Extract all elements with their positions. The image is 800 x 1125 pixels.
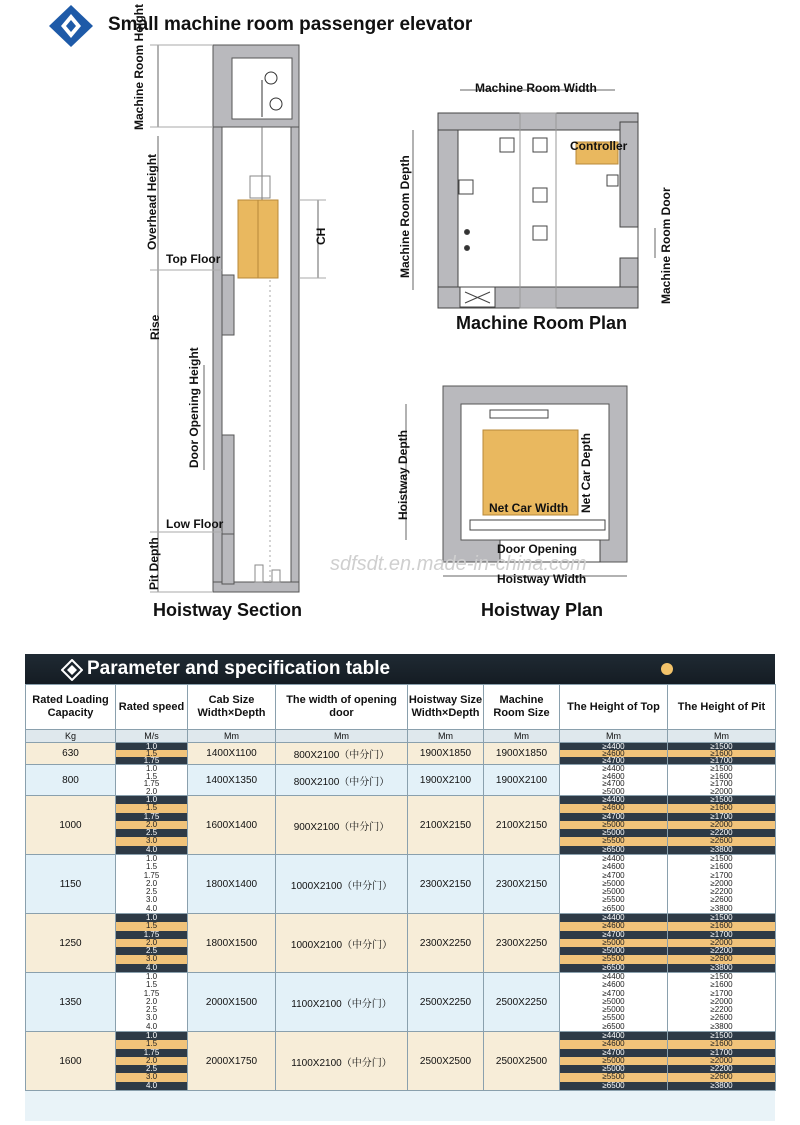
capacity-cell: 1000 xyxy=(26,796,116,855)
height-pit-cell-value: ≥2200 xyxy=(668,888,775,896)
machine-room-size-cell: 2300X2150 xyxy=(484,855,560,914)
speed-cell-value: 2.5 xyxy=(116,1006,187,1014)
capacity-cell: 800 xyxy=(26,765,116,796)
door-width-cell: 900X2100（中分门） xyxy=(276,796,408,855)
low-floor-label: Low Floor xyxy=(166,517,224,531)
spec-table-title-bar xyxy=(25,654,775,686)
height-top-cell xyxy=(560,973,668,1032)
hoistway-size-cell: 2300X2150 xyxy=(408,855,484,914)
height-pit-cell-value: ≥2600 xyxy=(668,955,775,963)
hoistway-section-drawing xyxy=(150,45,326,592)
height-top-cell-value: ≥4400 xyxy=(560,765,667,773)
height-top-cell-value: ≥5500 xyxy=(560,896,667,904)
height-top-cell-value: ≥4600 xyxy=(560,981,667,989)
height-top-cell-value: ≥5000 xyxy=(560,888,667,896)
height-pit-cell-value: ≥1700 xyxy=(668,872,775,880)
machine-room-size-cell: 2500X2250 xyxy=(484,973,560,1032)
height-pit-cell-value: ≥1700 xyxy=(668,813,775,821)
speed-cell-value: 2.0 xyxy=(116,788,187,796)
header-machine-room-size: Machine Room Size xyxy=(484,685,560,730)
height-top-cell-value: ≥4400 xyxy=(560,1032,667,1040)
hoistway-section-caption: Hoistway Section xyxy=(153,600,303,620)
cab-size-cell: 1400X1350 xyxy=(188,765,276,796)
table-row xyxy=(26,914,776,973)
height-top-cell-value: ≥4600 xyxy=(560,773,667,781)
spec-table-title: Parameter and specification table xyxy=(87,658,391,679)
height-top-cell xyxy=(560,855,668,914)
height-pit-cell-value: ≥1700 xyxy=(668,931,775,939)
speed-cell-value: 4.0 xyxy=(116,905,187,913)
watermark: sdfsdt.en.made-in-china.com xyxy=(330,553,587,575)
speed-cell-value: 1.75 xyxy=(116,990,187,998)
unit-cell: Kg xyxy=(26,730,116,743)
height-pit-cell-value: ≥1500 xyxy=(668,765,775,773)
cab-size-cell: 1800X1500 xyxy=(188,914,276,973)
height-top-cell-value: ≥4700 xyxy=(560,872,667,880)
header-cab-size: Cab Size Width×Depth xyxy=(188,685,276,730)
height-pit-cell-value: ≥1600 xyxy=(668,922,775,930)
height-top-cell-value: ≥4700 xyxy=(560,1049,667,1057)
rise-label: Rise xyxy=(148,314,162,340)
speed-cell-value: 1.5 xyxy=(116,922,187,930)
height-top-cell-value: ≥6500 xyxy=(560,1082,667,1090)
machine-room-size-cell: 2500X2500 xyxy=(484,1032,560,1091)
unit-cell: Mm xyxy=(560,730,668,743)
door-width-cell: 1000X2100（中分门） xyxy=(276,914,408,973)
table-row xyxy=(26,973,776,1032)
height-top-cell-value: ≥4700 xyxy=(560,813,667,821)
speed-cell-value: 1.75 xyxy=(116,931,187,939)
height-top-cell-value: ≥4400 xyxy=(560,973,667,981)
height-top-cell-value: ≥5500 xyxy=(560,1014,667,1022)
spec-table xyxy=(25,684,776,1091)
controller-label: Controller xyxy=(570,139,628,153)
height-top-cell xyxy=(560,914,668,973)
speed-cell-value: 1.75 xyxy=(116,757,187,764)
unit-cell: Mm xyxy=(408,730,484,743)
height-top-cell-value: ≥5000 xyxy=(560,1065,667,1073)
hoistway-size-cell: 1900X1850 xyxy=(408,743,484,765)
speed-cell-value: 1.75 xyxy=(116,872,187,880)
speed-cell-value: 2.5 xyxy=(116,829,187,837)
hoistway-width-label: Hoistway Width xyxy=(497,572,587,586)
capacity-cell: 1600 xyxy=(26,1032,116,1091)
machine-room-size-cell: 1900X2100 xyxy=(484,765,560,796)
height-pit-cell-value: ≥2200 xyxy=(668,947,775,955)
hoistway-size-cell: 2100X2150 xyxy=(408,796,484,855)
speed-cell-value: 1.0 xyxy=(116,973,187,981)
machine-room-plan-caption: Machine Room Plan xyxy=(456,313,628,333)
height-pit-cell-value: ≥2600 xyxy=(668,896,775,904)
ch-label: CH xyxy=(314,227,328,245)
height-pit-cell-value: ≥2200 xyxy=(668,1065,775,1073)
height-pit-cell-value: ≥2000 xyxy=(668,998,775,1006)
speed-cell xyxy=(116,796,188,855)
header-door-width: The width of opening door xyxy=(276,685,408,730)
table-row xyxy=(26,1032,776,1091)
machine-room-width-label: Machine Room Width xyxy=(475,81,597,95)
speed-cell-value: 2.0 xyxy=(116,939,187,947)
height-top-cell-value: ≥4600 xyxy=(560,750,667,757)
height-pit-cell-value: ≥1700 xyxy=(668,1049,775,1057)
speed-cell-value: 1.75 xyxy=(116,1049,187,1057)
speed-cell-value: 2.0 xyxy=(116,998,187,1006)
height-pit-cell-value: ≥1500 xyxy=(668,1032,775,1040)
table-row xyxy=(26,743,776,765)
speed-cell-value: 2.5 xyxy=(116,888,187,896)
height-pit-cell-value: ≥2000 xyxy=(668,939,775,947)
cab-size-cell: 2000X1500 xyxy=(188,973,276,1032)
height-pit-cell-value: ≥1700 xyxy=(668,990,775,998)
height-pit-cell xyxy=(668,796,776,855)
header-hoistway-size: Hoistway Size Width×Depth xyxy=(408,685,484,730)
speed-cell-value: 1.0 xyxy=(116,855,187,863)
cab-size-cell: 1400X1100 xyxy=(188,743,276,765)
height-top-cell-value: ≥5000 xyxy=(560,829,667,837)
speed-cell-value: 1.75 xyxy=(116,780,187,788)
speed-cell-value: 1.0 xyxy=(116,914,187,922)
height-pit-cell-value: ≥1700 xyxy=(668,757,775,764)
cab-size-cell: 1800X1400 xyxy=(188,855,276,914)
speed-cell-value: 4.0 xyxy=(116,1023,187,1031)
height-top-cell-value: ≥4400 xyxy=(560,855,667,863)
height-pit-cell-value: ≥1500 xyxy=(668,914,775,922)
height-top-cell-value: ≥4400 xyxy=(560,796,667,804)
height-top-cell-value: ≥4400 xyxy=(560,743,667,750)
height-pit-cell-value: ≥3800 xyxy=(668,1023,775,1031)
unit-cell: Mm xyxy=(276,730,408,743)
speed-cell-value: 1.5 xyxy=(116,773,187,781)
door-width-cell: 800X2100（中分门） xyxy=(276,765,408,796)
height-top-cell-value: ≥4700 xyxy=(560,780,667,788)
speed-cell-value: 1.0 xyxy=(116,765,187,773)
speed-cell-value: 1.0 xyxy=(116,1032,187,1040)
speed-cell-value: 4.0 xyxy=(116,964,187,972)
cab-size-cell: 2000X1750 xyxy=(188,1032,276,1091)
height-pit-cell xyxy=(668,914,776,973)
height-pit-cell-value: ≥1500 xyxy=(668,973,775,981)
height-pit-cell-value: ≥1600 xyxy=(668,863,775,871)
height-top-cell-value: ≥5500 xyxy=(560,955,667,963)
speed-cell-value: 3.0 xyxy=(116,955,187,963)
speed-cell-value: 1.5 xyxy=(116,750,187,757)
machine-room-depth-label: Machine Room Depth xyxy=(398,155,412,278)
header-height-pit: The Height of Pit xyxy=(668,685,776,730)
height-top-cell-value: ≥5500 xyxy=(560,837,667,845)
table-row xyxy=(26,796,776,855)
hoistway-size-cell: 2300X2250 xyxy=(408,914,484,973)
height-pit-cell-value: ≥3800 xyxy=(668,905,775,913)
height-pit-cell-value: ≥1500 xyxy=(668,796,775,804)
height-top-cell-value: ≥5000 xyxy=(560,939,667,947)
header-height-top: The Height of Top xyxy=(560,685,668,730)
height-pit-cell-value: ≥2600 xyxy=(668,837,775,845)
unit-cell: Mm xyxy=(188,730,276,743)
height-pit-cell-value: ≥2600 xyxy=(668,1014,775,1022)
height-top-cell-value: ≥5000 xyxy=(560,788,667,796)
height-pit-cell-value: ≥3800 xyxy=(668,846,775,854)
hoistway-size-cell: 2500X2250 xyxy=(408,973,484,1032)
machine-room-plan-drawing xyxy=(413,90,655,308)
speed-cell xyxy=(116,765,188,796)
height-top-cell-value: ≥4700 xyxy=(560,757,667,764)
height-pit-cell xyxy=(668,743,776,765)
door-width-cell: 1000X2100（中分门） xyxy=(276,855,408,914)
door-opening-height-label: Door Opening Height xyxy=(187,347,201,468)
height-pit-cell-value: ≥2000 xyxy=(668,1057,775,1065)
height-pit-cell-value: ≥1700 xyxy=(668,780,775,788)
header-speed: Rated speed xyxy=(116,685,188,730)
speed-cell-value: 2.5 xyxy=(116,1065,187,1073)
spec-table-panel xyxy=(25,654,775,1121)
capacity-cell: 630 xyxy=(26,743,116,765)
unit-cell: M/s xyxy=(116,730,188,743)
spec-table-body xyxy=(26,743,776,1091)
height-pit-cell-value: ≥2000 xyxy=(668,788,775,796)
height-pit-cell-value: ≥1600 xyxy=(668,773,775,781)
height-top-cell-value: ≥5000 xyxy=(560,1006,667,1014)
table-unit-row xyxy=(26,730,776,743)
hoistway-size-cell: 2500X2500 xyxy=(408,1032,484,1091)
speed-cell-value: 4.0 xyxy=(116,846,187,854)
height-pit-cell xyxy=(668,765,776,796)
speed-cell-value: 3.0 xyxy=(116,1073,187,1081)
net-car-depth-label: Net Car Depth xyxy=(579,432,593,513)
header-capacity: Rated Loading Capacity xyxy=(26,685,116,730)
speed-cell-value: 1.75 xyxy=(116,813,187,821)
speed-cell xyxy=(116,1032,188,1091)
height-top-cell-value: ≥4600 xyxy=(560,863,667,871)
speed-cell-value: 1.0 xyxy=(116,743,187,750)
speed-cell xyxy=(116,743,188,765)
speed-cell-value: 1.5 xyxy=(116,863,187,871)
height-pit-cell-value: ≥1600 xyxy=(668,804,775,812)
unit-cell: Mm xyxy=(484,730,560,743)
speed-cell-value: 1.5 xyxy=(116,1040,187,1048)
door-opening-label: Door Opening xyxy=(497,542,577,556)
height-pit-cell-value: ≥3800 xyxy=(668,964,775,972)
speed-cell-value: 1.0 xyxy=(116,796,187,804)
overhead-height-label: Overhead Height xyxy=(145,153,159,250)
height-pit-cell xyxy=(668,973,776,1032)
height-top-cell xyxy=(560,743,668,765)
hoistway-depth-label: Hoistway Depth xyxy=(396,429,410,520)
height-top-cell-value: ≥6500 xyxy=(560,846,667,854)
height-top-cell-value: ≥4600 xyxy=(560,804,667,812)
hoistway-size-cell: 1900X2100 xyxy=(408,765,484,796)
height-top-cell-value: ≥4600 xyxy=(560,922,667,930)
height-top-cell xyxy=(560,796,668,855)
height-top-cell-value: ≥4400 xyxy=(560,914,667,922)
height-pit-cell xyxy=(668,855,776,914)
machine-room-size-cell: 2100X2150 xyxy=(484,796,560,855)
height-pit-cell-value: ≥2000 xyxy=(668,880,775,888)
height-top-cell-value: ≥5000 xyxy=(560,998,667,1006)
height-top-cell-value: ≥4700 xyxy=(560,990,667,998)
table-row xyxy=(26,765,776,796)
cab-size-cell: 1600X1400 xyxy=(188,796,276,855)
speed-cell-value: 2.5 xyxy=(116,947,187,955)
machine-room-height-label: Machine Room Height xyxy=(132,3,146,130)
height-top-cell-value: ≥6500 xyxy=(560,905,667,913)
speed-cell-value: 3.0 xyxy=(116,837,187,845)
speed-cell-value: 2.0 xyxy=(116,880,187,888)
diamond-bullet-icon xyxy=(61,659,83,681)
speed-cell-value: 1.5 xyxy=(116,804,187,812)
speed-cell-value: 4.0 xyxy=(116,1082,187,1090)
speed-cell xyxy=(116,914,188,973)
height-top-cell-value: ≥5000 xyxy=(560,1057,667,1065)
unit-cell: Mm xyxy=(668,730,776,743)
speed-cell xyxy=(116,855,188,914)
height-top-cell-value: ≥5500 xyxy=(560,1073,667,1081)
hoistway-plan-caption: Hoistway Plan xyxy=(481,600,604,620)
door-width-cell: 1100X2100（中分门） xyxy=(276,973,408,1032)
speed-cell-value: 2.0 xyxy=(116,1057,187,1065)
height-top-cell-value: ≥6500 xyxy=(560,1023,667,1031)
height-pit-cell-value: ≥2000 xyxy=(668,821,775,829)
table-header-row xyxy=(26,685,776,730)
speed-cell xyxy=(116,973,188,1032)
height-pit-cell-value: ≥1600 xyxy=(668,981,775,989)
height-pit-cell-value: ≥1500 xyxy=(668,743,775,750)
height-top-cell-value: ≥4700 xyxy=(560,931,667,939)
speed-cell-value: 3.0 xyxy=(116,896,187,904)
pit-depth-label: Pit Depth xyxy=(147,537,161,590)
height-top-cell-value: ≥6500 xyxy=(560,964,667,972)
speed-cell-value: 3.0 xyxy=(116,1014,187,1022)
height-pit-cell-value: ≥1600 xyxy=(668,750,775,757)
height-top-cell-value: ≥5000 xyxy=(560,947,667,955)
height-pit-cell-value: ≥2200 xyxy=(668,829,775,837)
net-car-width-label: Net Car Width xyxy=(489,501,569,515)
height-pit-cell-value: ≥2600 xyxy=(668,1073,775,1081)
speed-cell-value: 1.5 xyxy=(116,981,187,989)
height-pit-cell xyxy=(668,1032,776,1091)
speed-cell-value: 2.0 xyxy=(116,821,187,829)
height-pit-cell-value: ≥1600 xyxy=(668,1040,775,1048)
machine-room-size-cell: 2300X2250 xyxy=(484,914,560,973)
height-top-cell-value: ≥5000 xyxy=(560,880,667,888)
capacity-cell: 1250 xyxy=(26,914,116,973)
machine-room-door-label: Machine Room Door xyxy=(659,187,673,304)
height-top-cell-value: ≥4600 xyxy=(560,1040,667,1048)
height-pit-cell-value: ≥1500 xyxy=(668,855,775,863)
capacity-cell: 1150 xyxy=(26,855,116,914)
height-top-cell xyxy=(560,1032,668,1091)
machine-room-size-cell: 1900X1850 xyxy=(484,743,560,765)
height-pit-cell-value: ≥3800 xyxy=(668,1082,775,1090)
door-width-cell: 1100X2100（中分门） xyxy=(276,1032,408,1091)
door-width-cell: 800X2100（中分门） xyxy=(276,743,408,765)
decorative-dot xyxy=(661,663,673,675)
table-row xyxy=(26,855,776,914)
top-floor-label: Top Floor xyxy=(166,252,221,266)
height-top-cell xyxy=(560,765,668,796)
height-top-cell-value: ≥5000 xyxy=(560,821,667,829)
capacity-cell: 1350 xyxy=(26,973,116,1032)
page-title: Small machine room passenger elevator xyxy=(108,14,473,35)
height-pit-cell-value: ≥2200 xyxy=(668,1006,775,1014)
